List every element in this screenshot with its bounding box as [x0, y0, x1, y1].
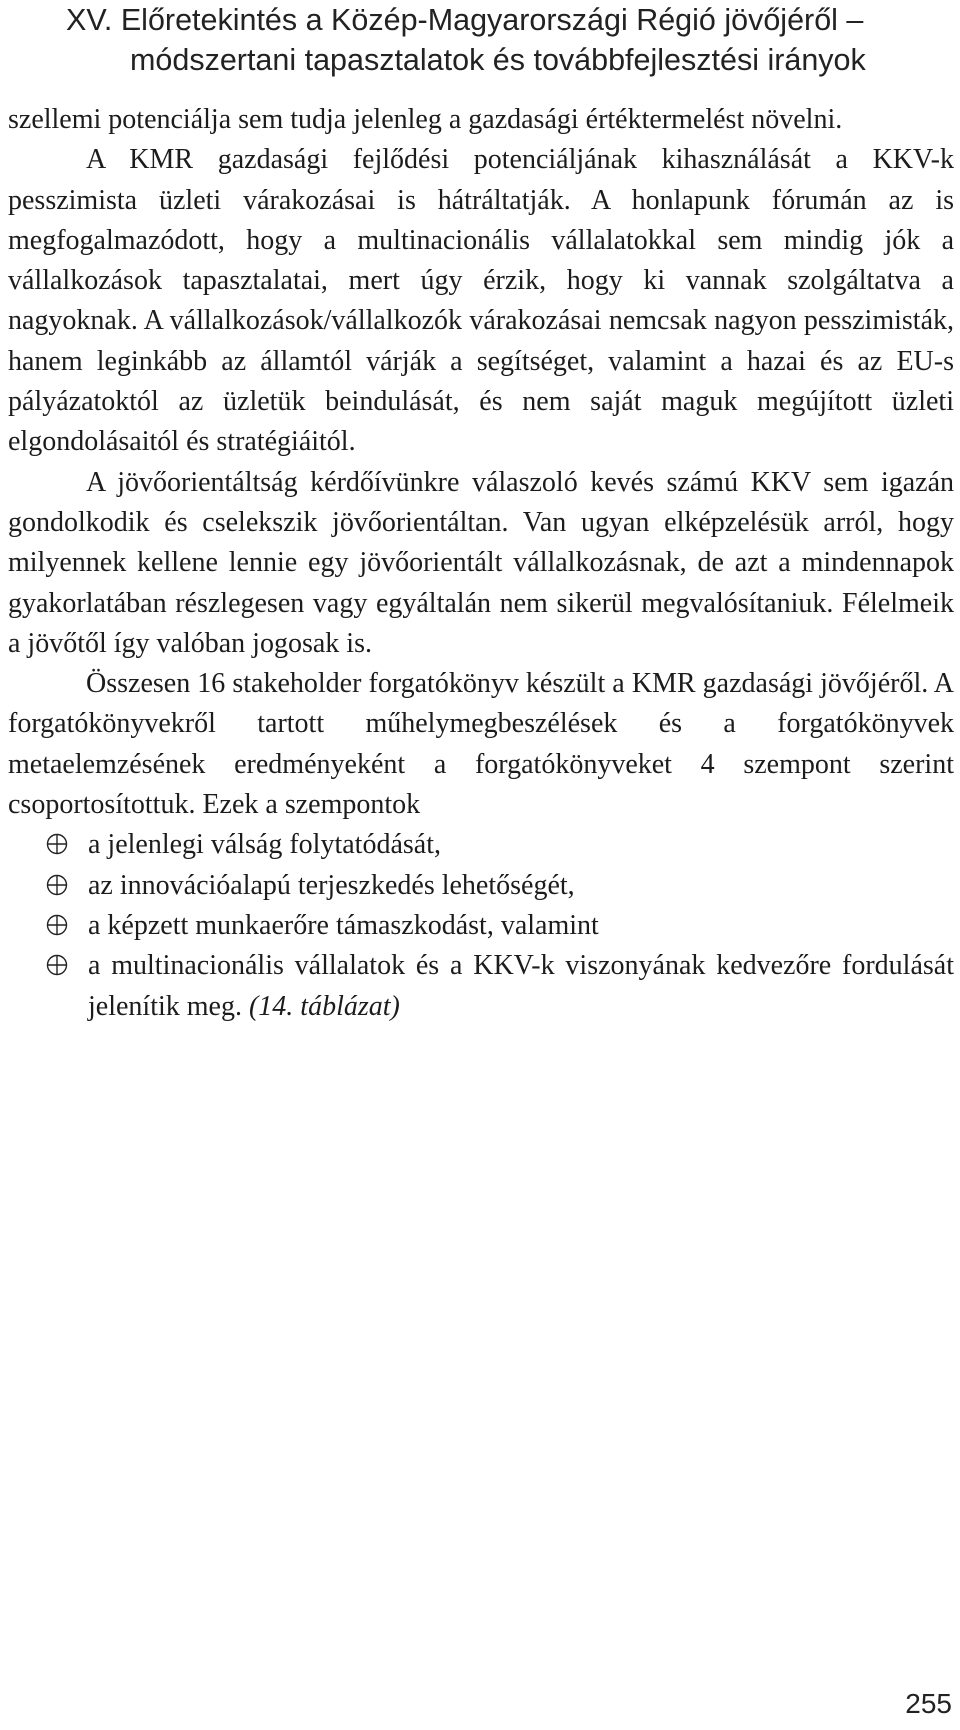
- page-number: 255: [905, 1688, 952, 1719]
- header-title-line-1: XV. Előretekintés a Közép-Magyarországi Régió jövőjéről –: [66, 3, 864, 37]
- list-item: [8, 946, 954, 1027]
- table-reference: (14. táblázat): [248, 990, 400, 1022]
- header-title-line-2: módszertani tapasztalatok és továbbfejlesztési irányok: [130, 43, 866, 77]
- paragraph-4: Összesen 16 stakeholder forgatókönyv készült a KMR gazdasági jövőjéről. A forgatókönyvekről tartott műhelymegbeszélések és a forgatókönyvek metaelemzésének eredményeként a forgatókönyveket 4 szempont szerint csoportosítottuk. Ezek a szempontok: [8, 668, 954, 821]
- circle-plus-icon: [46, 833, 68, 855]
- list-item-text: a képzett munkaerőre támaszkodást, valamint: [88, 909, 599, 941]
- circle-plus-icon: [46, 954, 68, 976]
- criteria-list: [8, 825, 954, 1026]
- list-item-text: a multinacionális vállalatok és a KKV-k viszonyának kedvezőre fordulását jelenítik meg.: [88, 950, 954, 1022]
- paragraph-1: szellemi potenciálja sem tudja jelenleg a gazdasági értéktermelést növelni.: [8, 104, 843, 135]
- list-item-text: az innovációalapú terjeszkedés lehetőségét,: [88, 869, 575, 901]
- list-item: [8, 866, 954, 906]
- running-header: [66, 0, 950, 80]
- circle-plus-icon: [46, 874, 68, 896]
- paragraph-2: A KMR gazdasági fejlődési potenciáljának kihasználását a KKV-k pesszimista üzleti várakozásai is hátráltatják. A honlapunk fórumán az is megfogalmazódott, hogy a multinacionális vállalatokkal sem mindig jók a vállalkozások tapasztalatai, mert úgy érzik, hogy ki vannak szolgáltatva a nagyoknak. A vállalkozások/vállalkozók várakozásai nemcsak nagyon pesszimisták, hanem leginkább az államtól várják a segítséget, valamint a hazai és az EU-s pályázatoktól az üzletük beindulását, és nem saját maguk megújított üzleti elgondolásaitól és stratégiáitól.: [8, 144, 954, 458]
- list-item: [8, 825, 954, 865]
- body-text: [8, 100, 954, 1027]
- circle-plus-icon: [46, 914, 68, 936]
- list-item: [8, 906, 954, 946]
- list-item-text: a jelenlegi válság folytatódását,: [88, 829, 441, 861]
- paragraph-3: A jövőorientáltság kérdőívünkre válaszoló kevés számú KKV sem igazán gondolkodik és cselekszik jövőorientáltan. Van ugyan elképzelésük arról, hogy milyennek kellene lennie egy jövőorientált vállalkozásnak, de azt a mindennapok gyakorlatában részlegesen vagy egyáltalán nem sikerül megvalósítaniuk. Félelmeik a jövőtől így valóban jogosak is.: [8, 466, 954, 659]
